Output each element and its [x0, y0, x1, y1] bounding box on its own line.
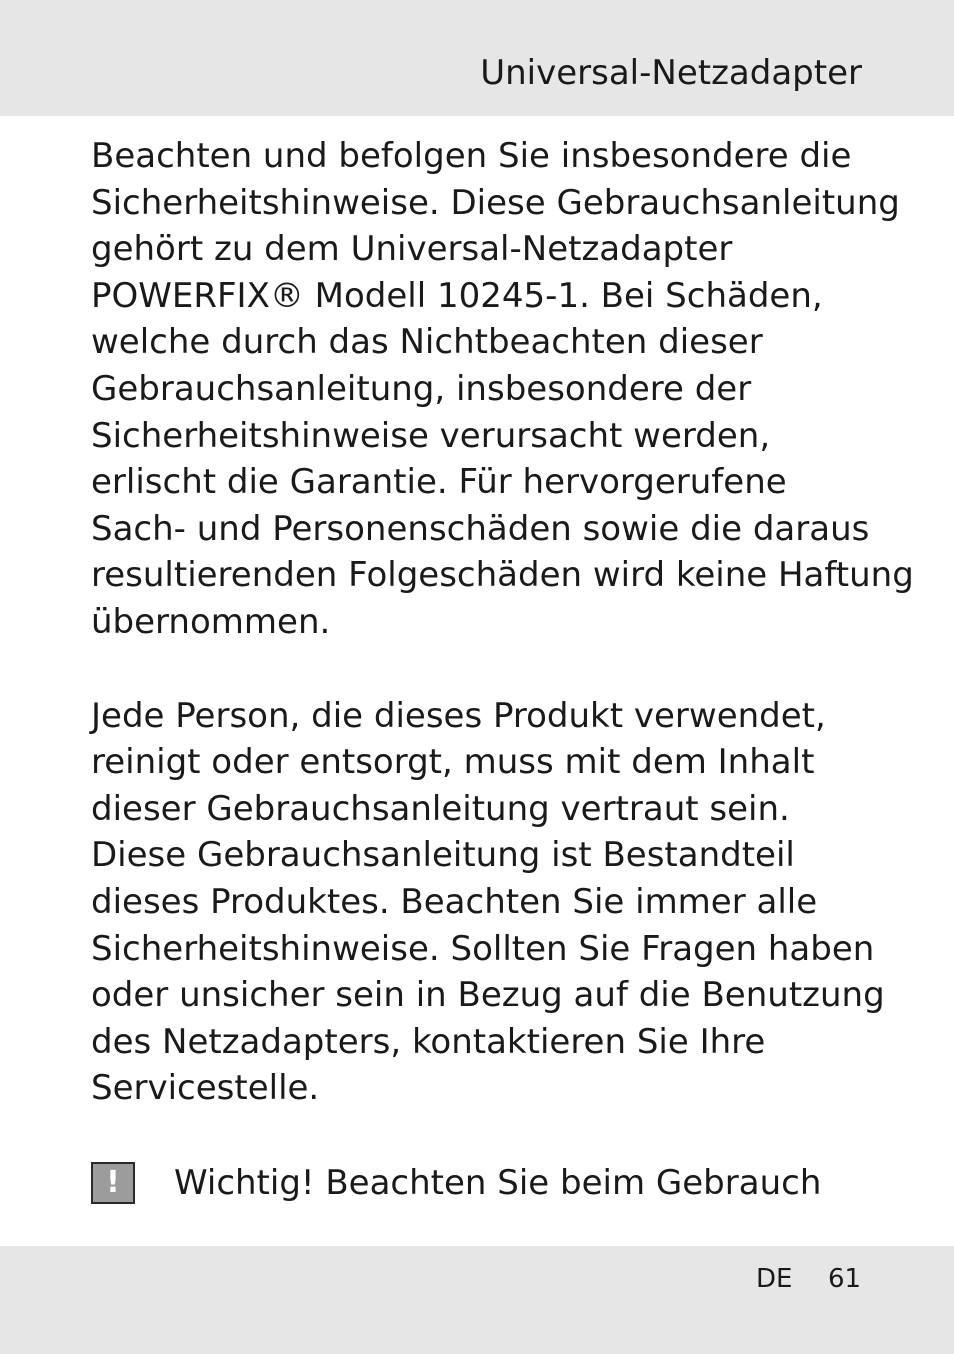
footer-language: DE: [756, 1264, 793, 1294]
text-line: Sicherheitshinweise. Sollten Sie Fragen haben: [91, 928, 875, 969]
text-line: resultierenden Folgeschäden wird keine Haftung: [91, 555, 914, 596]
text-line: gehört zu dem Universal-Netzadapter: [91, 229, 733, 270]
text-line: erlischt die Garantie. Für hervorgerufene: [91, 462, 787, 503]
running-header-title: Universal-Netzadapter: [480, 53, 862, 93]
page-footer: [0, 1246, 954, 1354]
text-line: des Netzadapters, kontaktieren Sie Ihre: [91, 1021, 766, 1062]
paragraph-user-responsibility: [91, 693, 885, 1112]
page-number: 61: [828, 1264, 862, 1294]
paragraph-safety-guarantee: [91, 133, 914, 646]
text-line: Jede Person, die dieses Produkt verwendet,: [91, 695, 826, 736]
text-line: dieses Produktes. Beachten Sie immer alle: [91, 881, 818, 922]
exclamation-icon: !: [91, 1162, 135, 1204]
notice-text: Wichtig! Beachten Sie beim Gebrauch: [174, 1163, 822, 1203]
text-line: Servicestelle.: [91, 1068, 320, 1109]
text-line: Sach- und Personenschäden sowie die daraus: [91, 508, 870, 549]
text-line: Beachten und befolgen Sie insbesondere die: [91, 136, 852, 176]
text-line: Diese Gebrauchsanleitung ist Bestandteil: [91, 835, 795, 876]
text-line: Gebrauchsanleitung, insbesondere der: [91, 368, 752, 409]
text-line: dieser Gebrauchsanleitung vertraut sein.: [91, 788, 790, 829]
text-line: POWERFIX® Modell 10245-1. Bei Schäden,: [91, 275, 823, 316]
text-line: Sicherheitshinweise verursacht werden,: [91, 415, 771, 456]
text-line: oder unsicher sein in Bezug auf die Benutzung: [91, 975, 885, 1016]
text-line: welche durch das Nichtbeachten dieser: [91, 322, 763, 363]
text-line: reinigt oder entsorgt, muss mit dem Inhalt: [91, 742, 815, 783]
body-text: [91, 133, 914, 1112]
text-line: übernommen.: [91, 601, 331, 642]
important-notice: [91, 1160, 881, 1206]
text-line: Sicherheitshinweise. Diese Gebrauchsanleitung: [91, 182, 900, 223]
